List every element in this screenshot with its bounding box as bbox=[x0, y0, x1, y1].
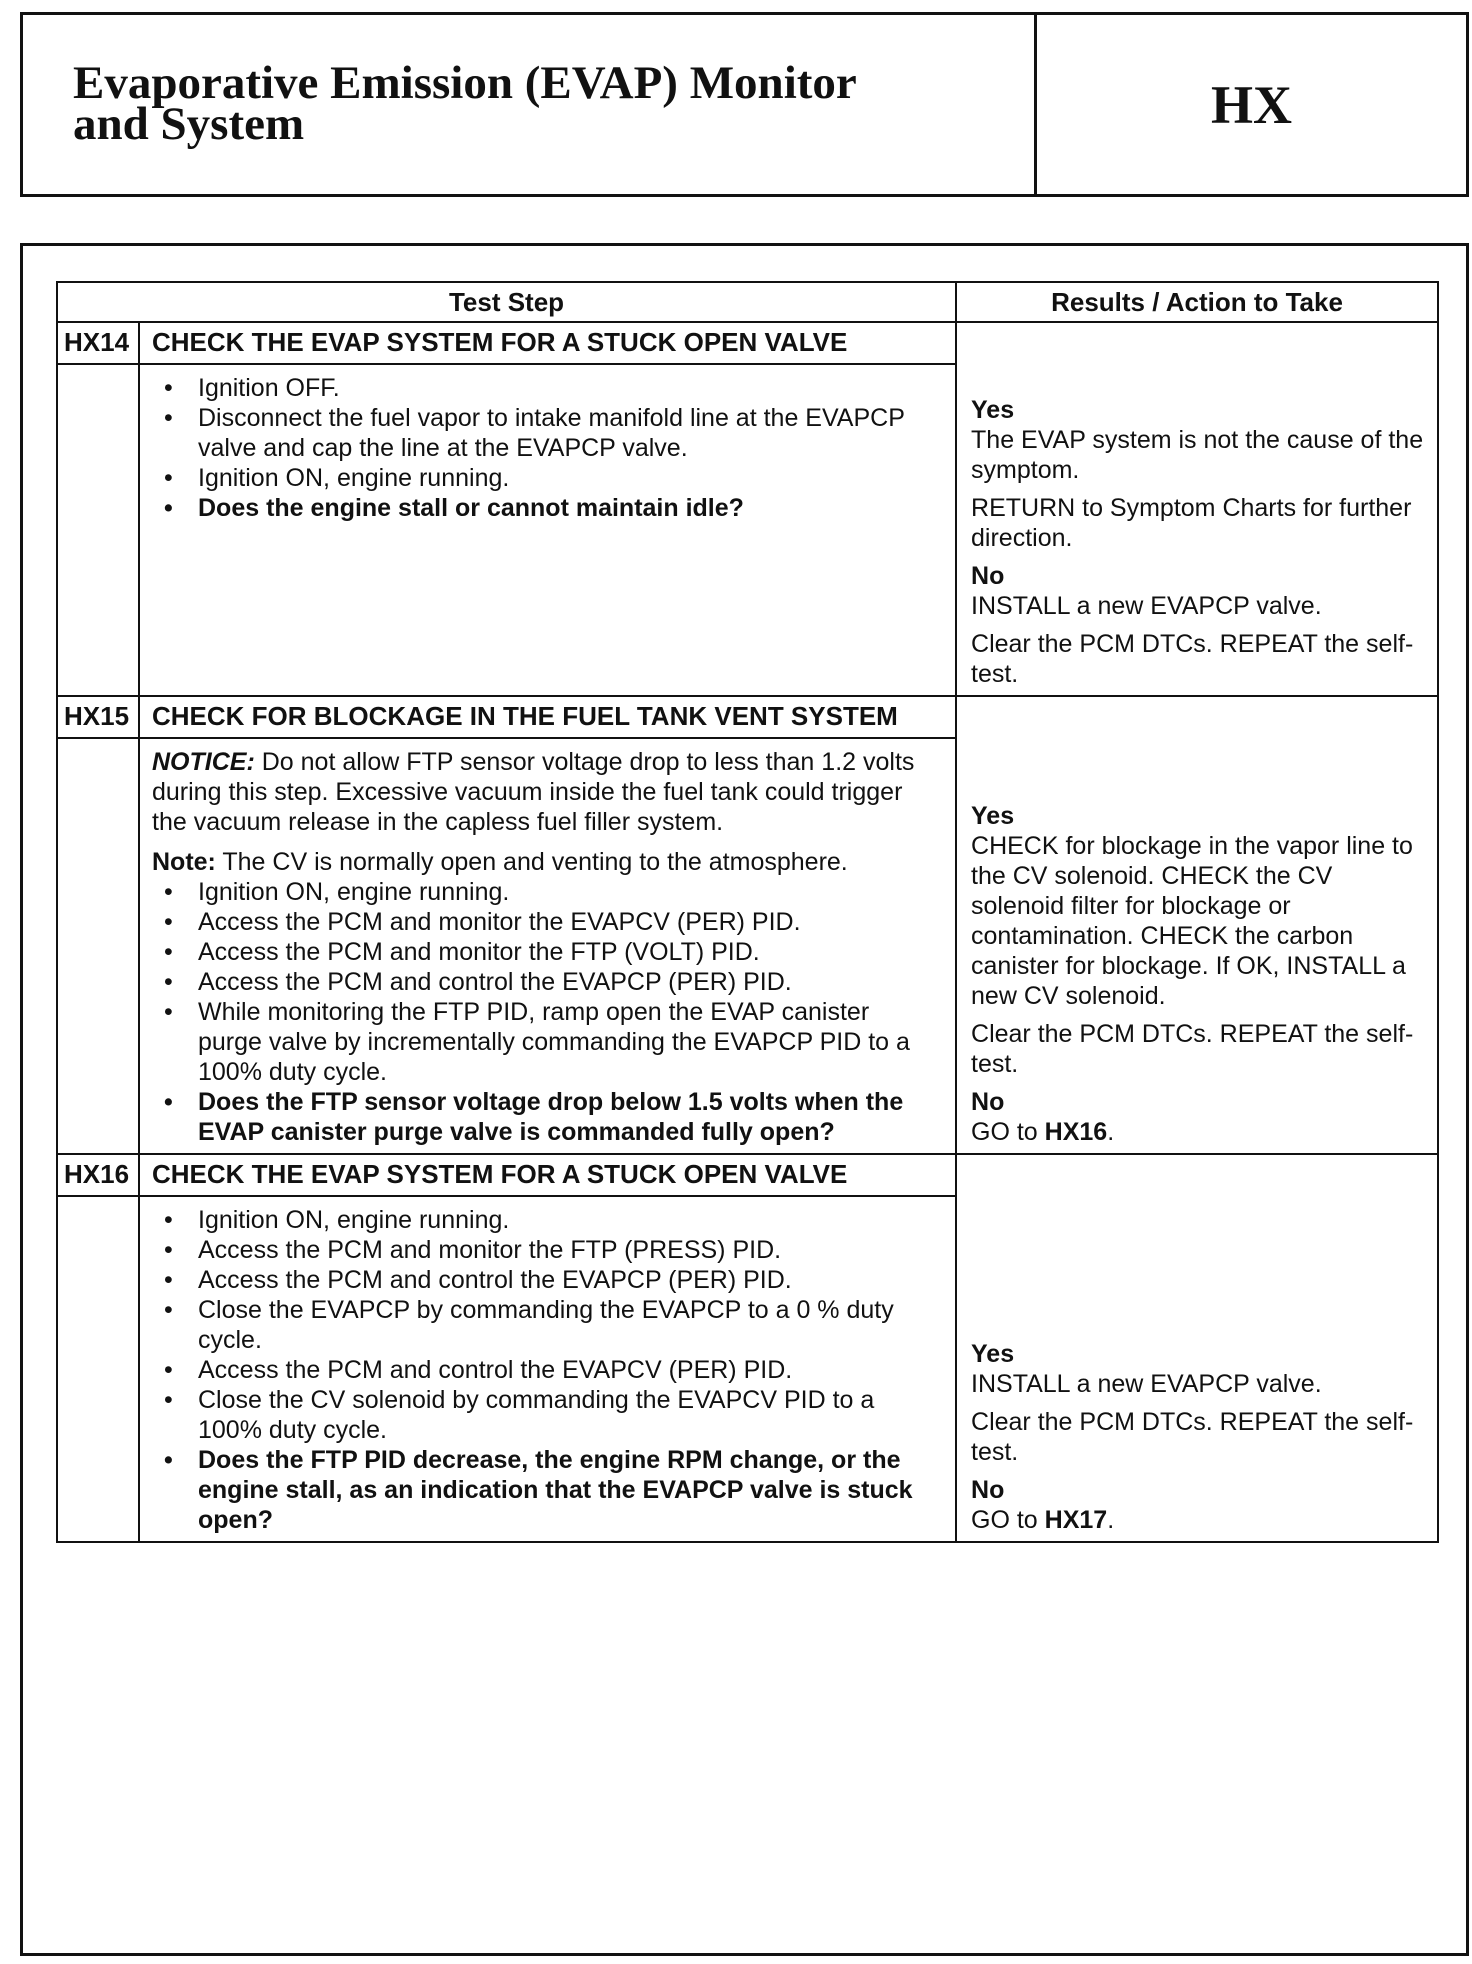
list-item: • Close the EVAPCP by commanding the EVAPCP to a 0 % duty cycle. bbox=[152, 1295, 935, 1355]
goto-reference: HX16 bbox=[1044, 1118, 1108, 1146]
list-item: • Access the PCM and monitor the EVAPCV (PER) PID. bbox=[152, 907, 935, 937]
goto-reference: HX17 bbox=[1044, 1506, 1108, 1534]
no-text: INSTALL a new EVAPCP valve. bbox=[971, 592, 1322, 620]
yes-label: Yes bbox=[971, 396, 1015, 424]
step-title: CHECK FOR BLOCKAGE IN THE FUEL TANK VENT SYSTEM bbox=[139, 696, 956, 738]
list-item: • Access the PCM and control the EVAPCV (PER) PID. bbox=[152, 1355, 935, 1385]
page-title bbox=[23, 15, 1037, 194]
step-results bbox=[956, 322, 1438, 696]
no-label: No bbox=[971, 562, 1005, 590]
list-item: • Ignition ON, engine running. bbox=[152, 463, 935, 493]
step-body bbox=[139, 1196, 956, 1542]
yes-text: The EVAP system is not the cause of the symptom. bbox=[971, 426, 1424, 484]
step-title-row bbox=[57, 1154, 1438, 1196]
step-results bbox=[956, 1154, 1438, 1542]
list-item: • Access the PCM and control the EVAPCP (PER) PID. bbox=[152, 967, 935, 997]
step-title: CHECK THE EVAP SYSTEM FOR A STUCK OPEN VALVE bbox=[139, 1154, 956, 1196]
list-item-question: • Does the engine stall or cannot maintain idle? bbox=[152, 493, 935, 523]
note-paragraph: Note: The CV is normally open and venting to the atmosphere. bbox=[152, 848, 848, 876]
step-bullets bbox=[152, 1205, 935, 1535]
yes-label: Yes bbox=[971, 802, 1015, 830]
page-header bbox=[20, 12, 1469, 197]
list-item: • Access the PCM and monitor the FTP (PRESS) PID. bbox=[152, 1235, 935, 1265]
step-id: HX14 bbox=[57, 322, 139, 364]
step-body bbox=[139, 364, 956, 696]
step-bullets bbox=[152, 373, 935, 523]
step-id: HX15 bbox=[57, 696, 139, 738]
step-bullets bbox=[152, 877, 935, 1147]
test-step-header: Test Step bbox=[57, 282, 956, 322]
no-label: No bbox=[971, 1088, 1005, 1116]
no-label: No bbox=[971, 1476, 1005, 1504]
step-title: CHECK THE EVAP SYSTEM FOR A STUCK OPEN VALVE bbox=[139, 322, 956, 364]
list-item: • Disconnect the fuel vapor to intake manifold line at the EVAPCP valve and cap the line at the EVAPCP valve. bbox=[152, 403, 935, 463]
results-header: Results / Action to Take bbox=[956, 282, 1438, 322]
notice-paragraph: NOTICE: Do not allow FTP sensor voltage drop to less than 1.2 volts during this step. Excessive vacuum inside the fuel tank could trigger the vacuum release in the capless fuel filler system. bbox=[152, 748, 915, 836]
step-results bbox=[956, 696, 1438, 1154]
list-item: • Access the PCM and control the EVAPCP (PER) PID. bbox=[152, 1265, 935, 1295]
list-item: • Access the PCM and monitor the FTP (VOLT) PID. bbox=[152, 937, 935, 967]
yes-text: Clear the PCM DTCs. REPEAT the self-test. bbox=[971, 1020, 1414, 1078]
list-item: • Close the CV solenoid by commanding the EVAPCV PID to a 100% duty cycle. bbox=[152, 1385, 935, 1445]
step-title-row bbox=[57, 322, 1438, 364]
step-id: HX16 bbox=[57, 1154, 139, 1196]
yes-text: Clear the PCM DTCs. REPEAT the self-test. bbox=[971, 1408, 1414, 1466]
no-text: GO to HX16. bbox=[971, 1118, 1115, 1146]
list-item-question: • Does the FTP PID decrease, the engine RPM change, or the engine stall, as an indication that the EVAPCP valve is stuck open? bbox=[152, 1445, 935, 1535]
test-step-table bbox=[56, 281, 1439, 1543]
title-line-1: Evaporative Emission (EVAP) Monitor bbox=[73, 57, 857, 109]
notice-label: NOTICE: bbox=[152, 748, 255, 776]
yes-text: RETURN to Symptom Charts for further direction. bbox=[971, 494, 1412, 552]
list-item-question: • Does the FTP sensor voltage drop below 1.5 volts when the EVAP canister purge valve is commanded fully open? bbox=[152, 1087, 935, 1147]
yes-text: CHECK for blockage in the vapor line to the CV solenoid. CHECK the CV solenoid filter for blockage or contamination. CHECK the carbon canister for blockage. If OK, INSTALL a new CV solenoid. bbox=[971, 832, 1413, 1010]
list-item: • While monitoring the FTP PID, ramp open the EVAP canister purge valve by incrementally commanding the EVAPCP PID to a 100% duty cycle. bbox=[152, 997, 935, 1087]
note-label: Note: bbox=[152, 848, 216, 876]
yes-text: INSTALL a new EVAPCP valve. bbox=[971, 1370, 1322, 1398]
content-frame bbox=[20, 243, 1469, 1956]
yes-label: Yes bbox=[971, 1340, 1015, 1368]
step-title-row bbox=[57, 696, 1438, 738]
step-body bbox=[139, 738, 956, 1154]
section-code: HX bbox=[1211, 74, 1292, 135]
title-line-2: and System bbox=[73, 98, 305, 150]
no-text: GO to HX17. bbox=[971, 1506, 1115, 1534]
table-header-row bbox=[57, 282, 1438, 322]
list-item: • Ignition OFF. bbox=[152, 373, 935, 403]
no-text: Clear the PCM DTCs. REPEAT the self-test. bbox=[971, 630, 1414, 688]
list-item: • Ignition ON, engine running. bbox=[152, 877, 935, 907]
list-item: • Ignition ON, engine running. bbox=[152, 1205, 935, 1235]
